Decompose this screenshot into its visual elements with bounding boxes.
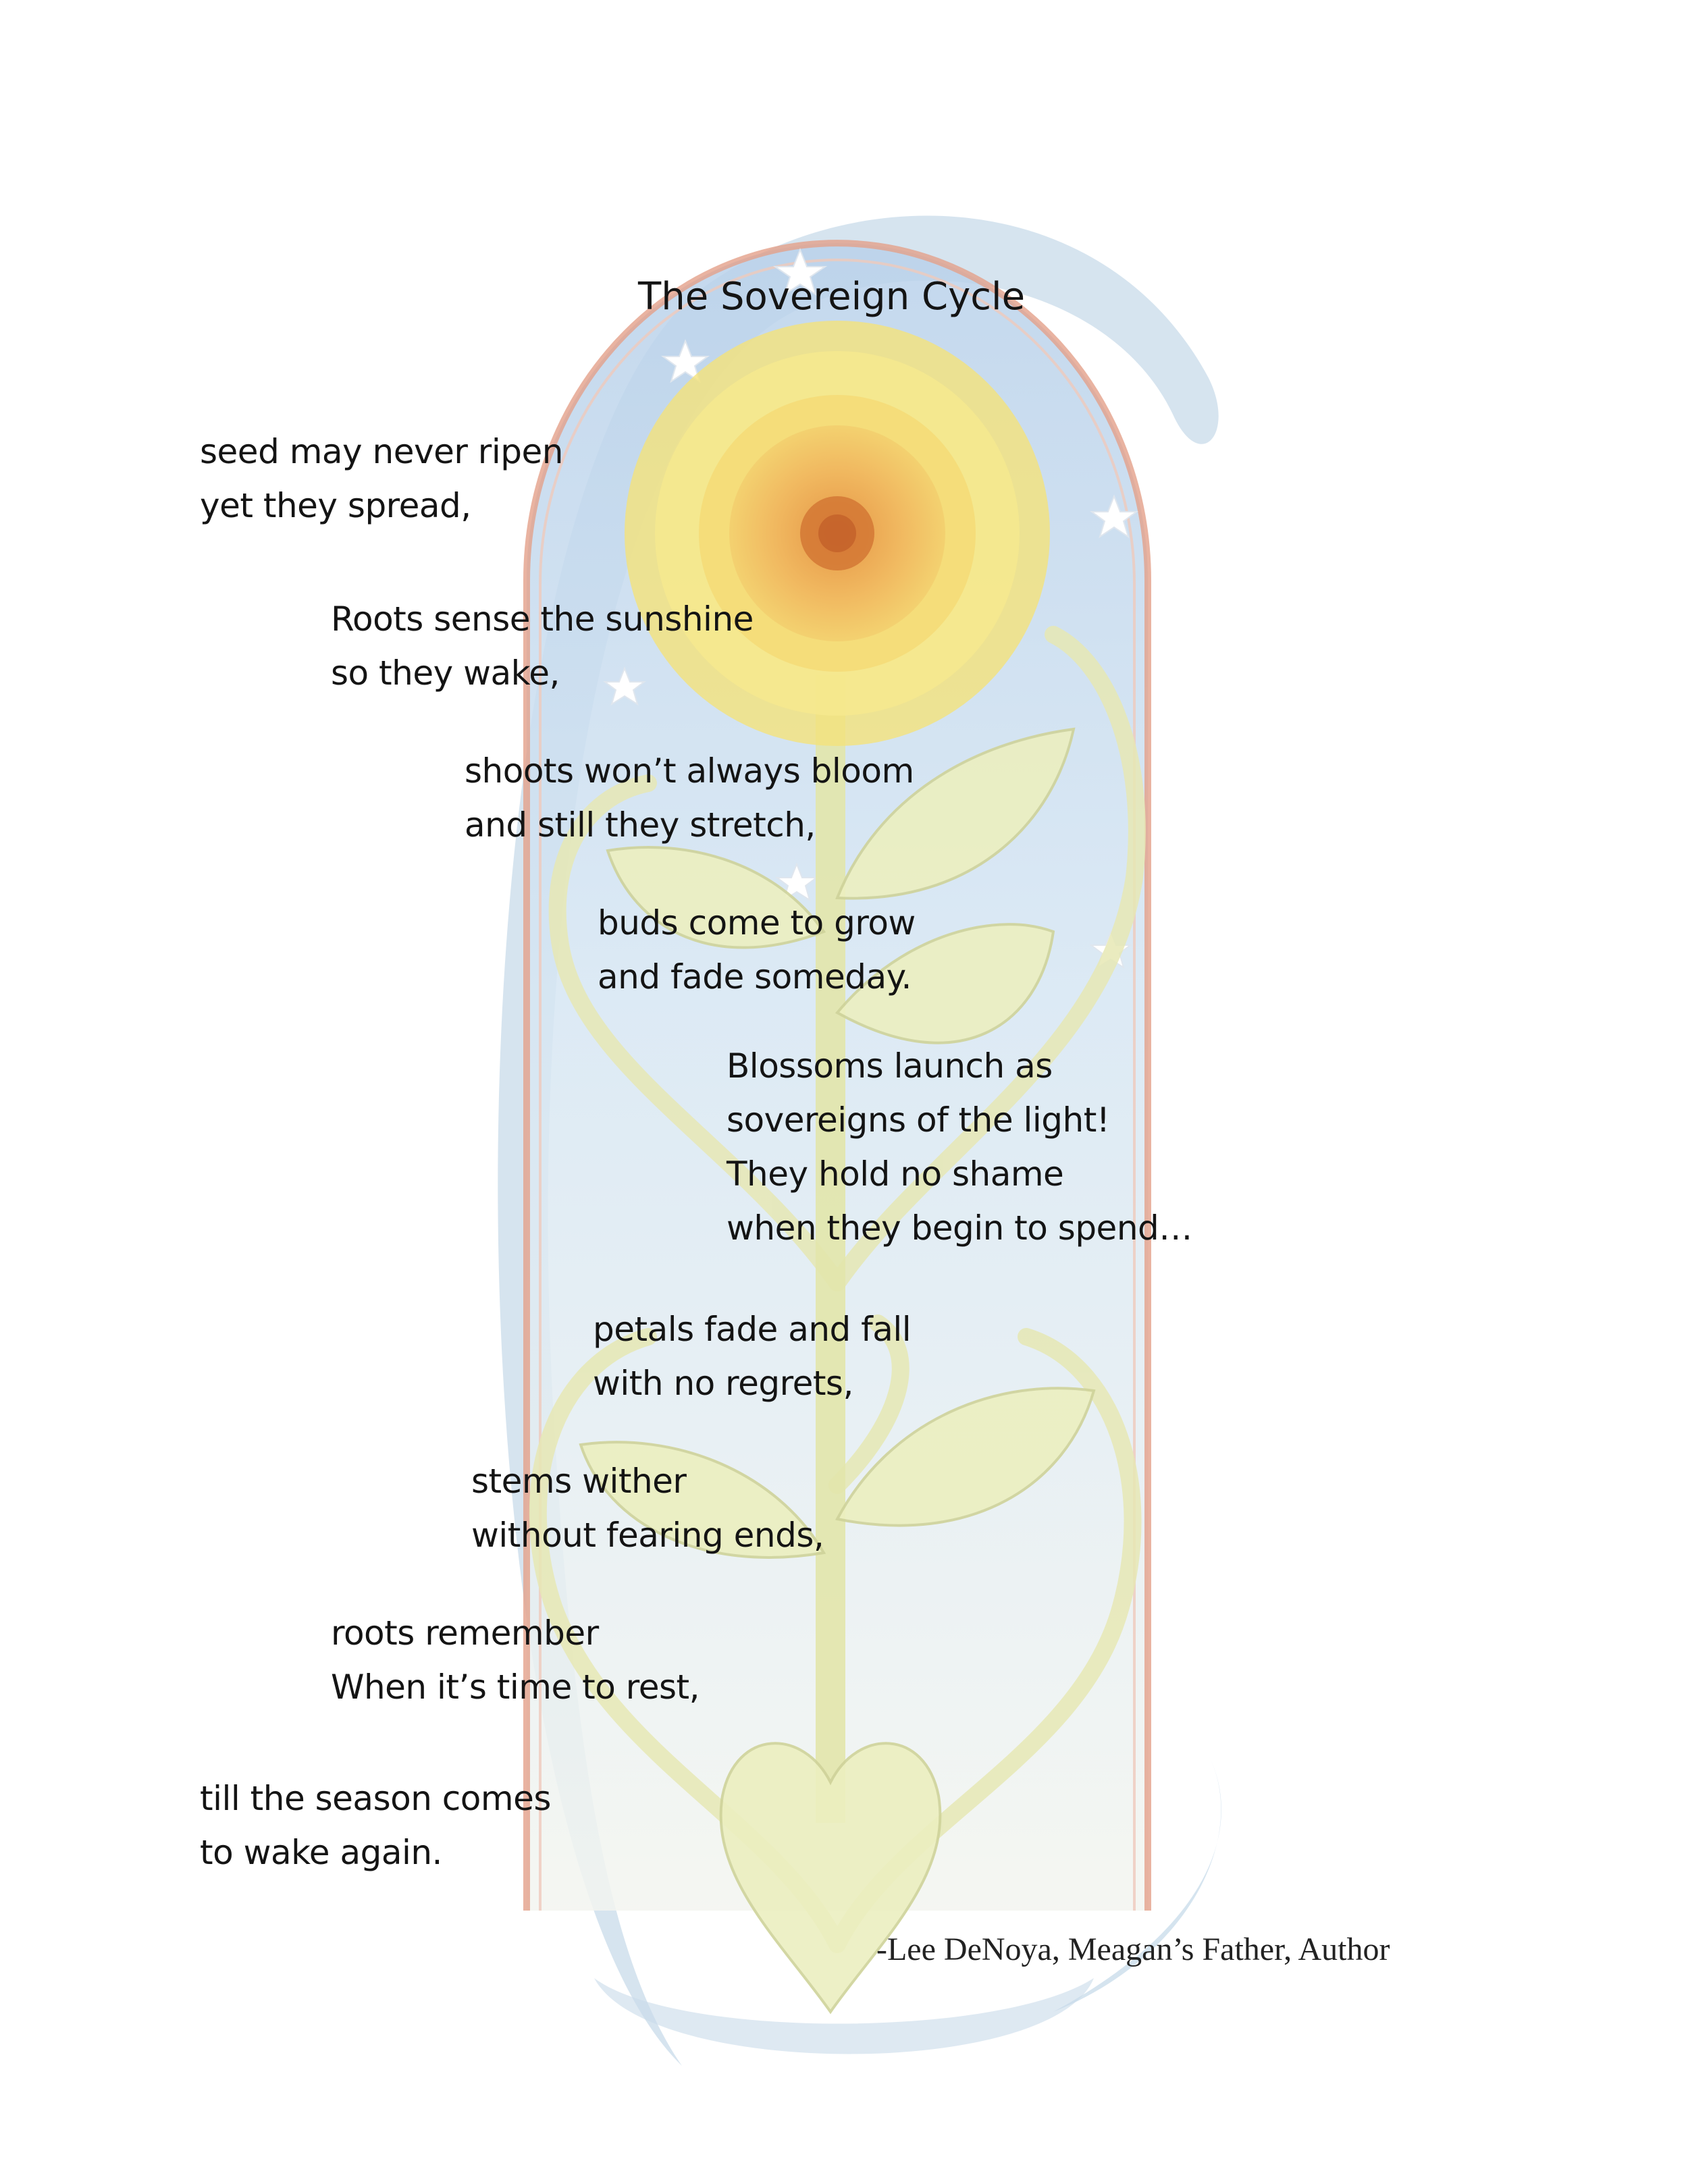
poem-line: without fearing ends,	[471, 1516, 824, 1555]
sunflower-head	[625, 321, 1050, 746]
poem-line: seed may never ripen	[200, 432, 563, 471]
poem-line: and still they stretch,	[465, 805, 816, 845]
poem-line: sovereigns of the light!	[727, 1100, 1110, 1140]
poem-line: so they wake,	[331, 654, 560, 693]
poem-line: shoots won’t always bloom	[465, 751, 914, 791]
poem-line: petals fade and fall	[593, 1310, 912, 1349]
poem-line: buds come to grow	[598, 903, 916, 942]
poem-line: and fade someday.	[598, 957, 912, 996]
attribution: -Lee DeNoya, Meagan’s Father, Author	[876, 1932, 1390, 1967]
poem-line: to wake again.	[200, 1833, 442, 1872]
poem-line: Roots sense the sunshine	[331, 600, 754, 639]
poem-line: When it’s time to rest,	[331, 1668, 700, 1707]
poem-line: roots remember	[331, 1614, 599, 1653]
poem-line: till the season comes	[200, 1779, 551, 1818]
poem-line: when they begin to spend…	[727, 1208, 1192, 1248]
poem-line: yet they spread,	[200, 486, 471, 525]
poem-title: The Sovereign Cycle	[638, 275, 1026, 319]
poem-line: Blossoms launch as	[727, 1046, 1053, 1086]
poem-line: with no regrets,	[593, 1364, 853, 1403]
poem-line: stems wither	[471, 1462, 687, 1501]
poem-line: They hold no shame	[727, 1154, 1064, 1194]
